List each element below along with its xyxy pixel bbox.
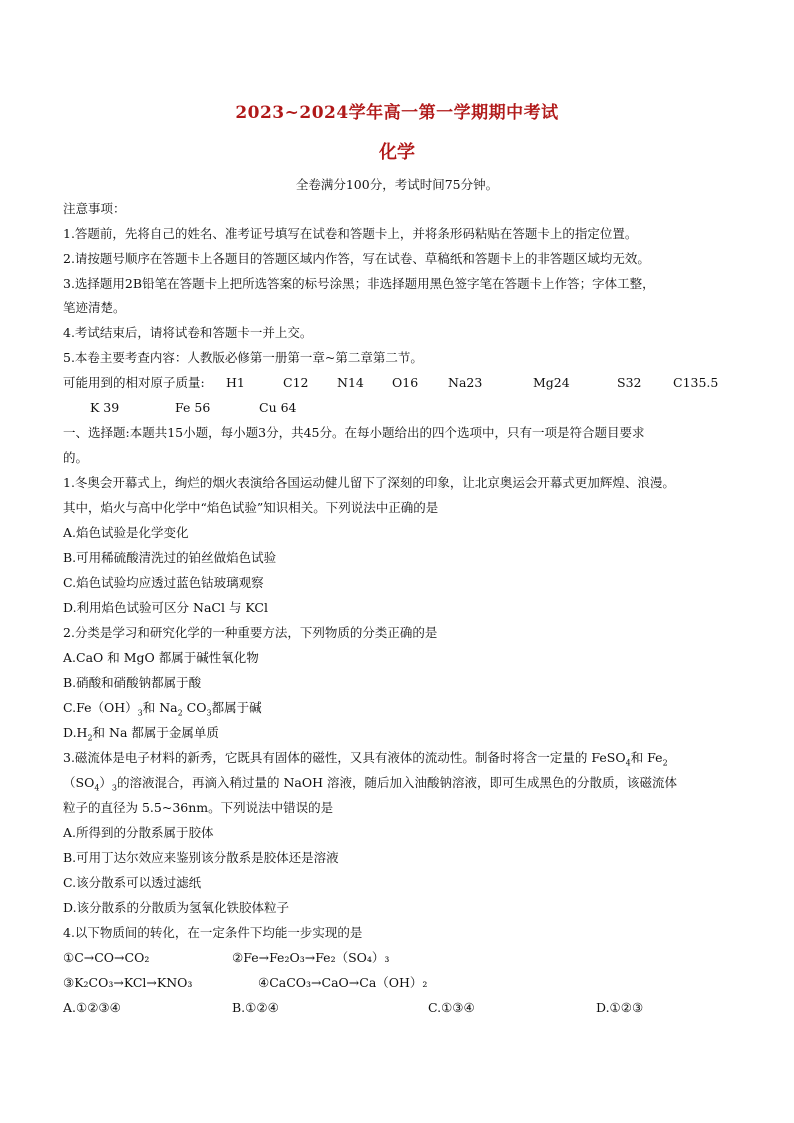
note-item-3-cont: 笔迹清楚。 — [63, 300, 126, 315]
note-item-3: 3.选择题用2B铅笔在答题卡上把所选答案的标号涂黑；非选择题用黑色签字笔在答题卡上作答；字体工整， — [63, 276, 655, 291]
q4-option-a: A.①②③④ — [63, 1000, 121, 1015]
section-1-heading-cont: 的。 — [63, 450, 89, 465]
subject-title: 化学 — [379, 142, 415, 163]
note-item-4: 4.考试结束后，请将试卷和答题卡一并上交。 — [63, 325, 313, 340]
q4-item-3: ③K₂CO₃→KCl→KNO₃ — [63, 975, 193, 990]
q1-option-d: D.利用焰色试验可区分 NaCl 与 KCl — [63, 600, 268, 615]
section-1-heading: 一、选择题:本题共15小题，每小题3分，共45分。在每小题给出的四个选项中，只有一项是符合题目要求 — [63, 425, 645, 440]
notes-heading: 注意事项： — [63, 201, 126, 216]
q3-option-d: D.该分散系的分散质为氢氧化铁胶体粒子 — [63, 900, 290, 915]
atomic-mass: N14 — [337, 375, 364, 390]
note-item-5: 5.本卷主要考查内容：人教版必修第一册第一章~第二章第二节。 — [63, 350, 423, 365]
q2-option-d: $D.H_2$和 Na 都属于金属单质 — [63, 725, 219, 743]
score-info: 全卷满分100分，考试时间75分钟。 — [295, 177, 499, 192]
q4-item-4: ④CaCO₃→CaO→Ca（OH）₂ — [258, 975, 428, 990]
atomic-mass: C135.5 — [673, 375, 719, 390]
atomic-mass: S32 — [617, 375, 642, 390]
q1-stem-cont: 其中，焰火与高中化学中“焰色试验”知识相关。下列说法中正确的是 — [63, 500, 439, 515]
q2-option-a: A.CaO 和 MgO 都属于碱性氧化物 — [63, 650, 259, 665]
atomic-mass: C12 — [283, 375, 309, 390]
q4-option-d: D.①②③ — [596, 1000, 644, 1015]
q1-option-b: B.可用稀硫酸清洗过的铂丝做焰色试验 — [63, 550, 277, 565]
atomic-masses-label: 可能用到的相对原子质量: — [63, 375, 205, 390]
q4-item-2: ②Fe→Fe₂O₃→Fe₂（SO₄）₃ — [232, 950, 390, 965]
atomic-mass: Fe 56 — [175, 400, 211, 415]
note-item-2: 2.请按题号顺序在答题卡上各题目的答题区域内作答，写在试卷、草稿纸和答题卡上的非答题区域均无效。 — [63, 251, 650, 266]
atomic-mass: K 39 — [90, 400, 120, 415]
q2-option-c: $C.Fe(OH)_3$和 $Na_2$ $CO_3$都属于碱 — [63, 700, 262, 718]
q3-option-a: A.所得到的分散系属于胶体 — [63, 825, 214, 840]
atomic-mass: Mg24 — [533, 375, 570, 390]
q3-stem-cont: $(SO_4)_3$的溶液混合，再滴入稍过量的 NaOH 溶液，随后加入油酸钠溶液，即可生成黑色的分散质，该磁流体 — [63, 775, 678, 793]
q1-option-c: C.焰色试验均应透过蓝色钴玻璃观察 — [63, 575, 264, 590]
q3-stem: 3.磁流体是电子材料的新秀，它既具有固体的磁性，又具有液体的流动性。制备时将含一定量的 FeSO$_4$和 $Fe_2$ — [63, 750, 668, 768]
q4-stem: 4.以下物质间的转化，在一定条件下均能一步实现的是 — [63, 925, 363, 940]
q4-option-c: C.①③④ — [428, 1000, 475, 1015]
atomic-mass: H1 — [226, 375, 245, 390]
q3-option-c: C.该分散系可以透过滤纸 — [63, 875, 202, 890]
q1-stem: 1.冬奥会开幕式上，绚烂的烟火表演给各国运动健儿留下了深刻的印象，让北京奥运会开幕式更加辉煌、浪漫。 — [63, 475, 675, 490]
q4-option-b: B.①②④ — [232, 1000, 279, 1015]
q3-stem-cont-2: 粒子的直径为 5.5~36nm。下列说法中错误的是 — [63, 800, 334, 815]
note-item-1: 1.答题前，先将自己的姓名、准考证号填写在试卷和答题卡上，并将条形码粘贴在答题卡上的指定位置。 — [63, 226, 638, 241]
q1-option-a: A.焰色试验是化学变化 — [63, 525, 189, 540]
q4-item-1: ①C→CO→CO₂ — [63, 950, 150, 965]
atomic-mass: Na23 — [448, 375, 483, 390]
atomic-mass: Cu 64 — [259, 400, 297, 415]
q3-option-b: B.可用丁达尔效应来鉴别该分散系是胶体还是溶液 — [63, 850, 339, 865]
q2-stem: 2.分类是学习和研究化学的一种重要方法，下列物质的分类正确的是 — [63, 625, 438, 640]
exam-title: 2023~2024学年高一第一学期期中考试 — [235, 103, 559, 123]
atomic-mass: O16 — [392, 375, 419, 390]
q2-option-b: B.硝酸和硝酸钠都属于酸 — [63, 675, 202, 690]
